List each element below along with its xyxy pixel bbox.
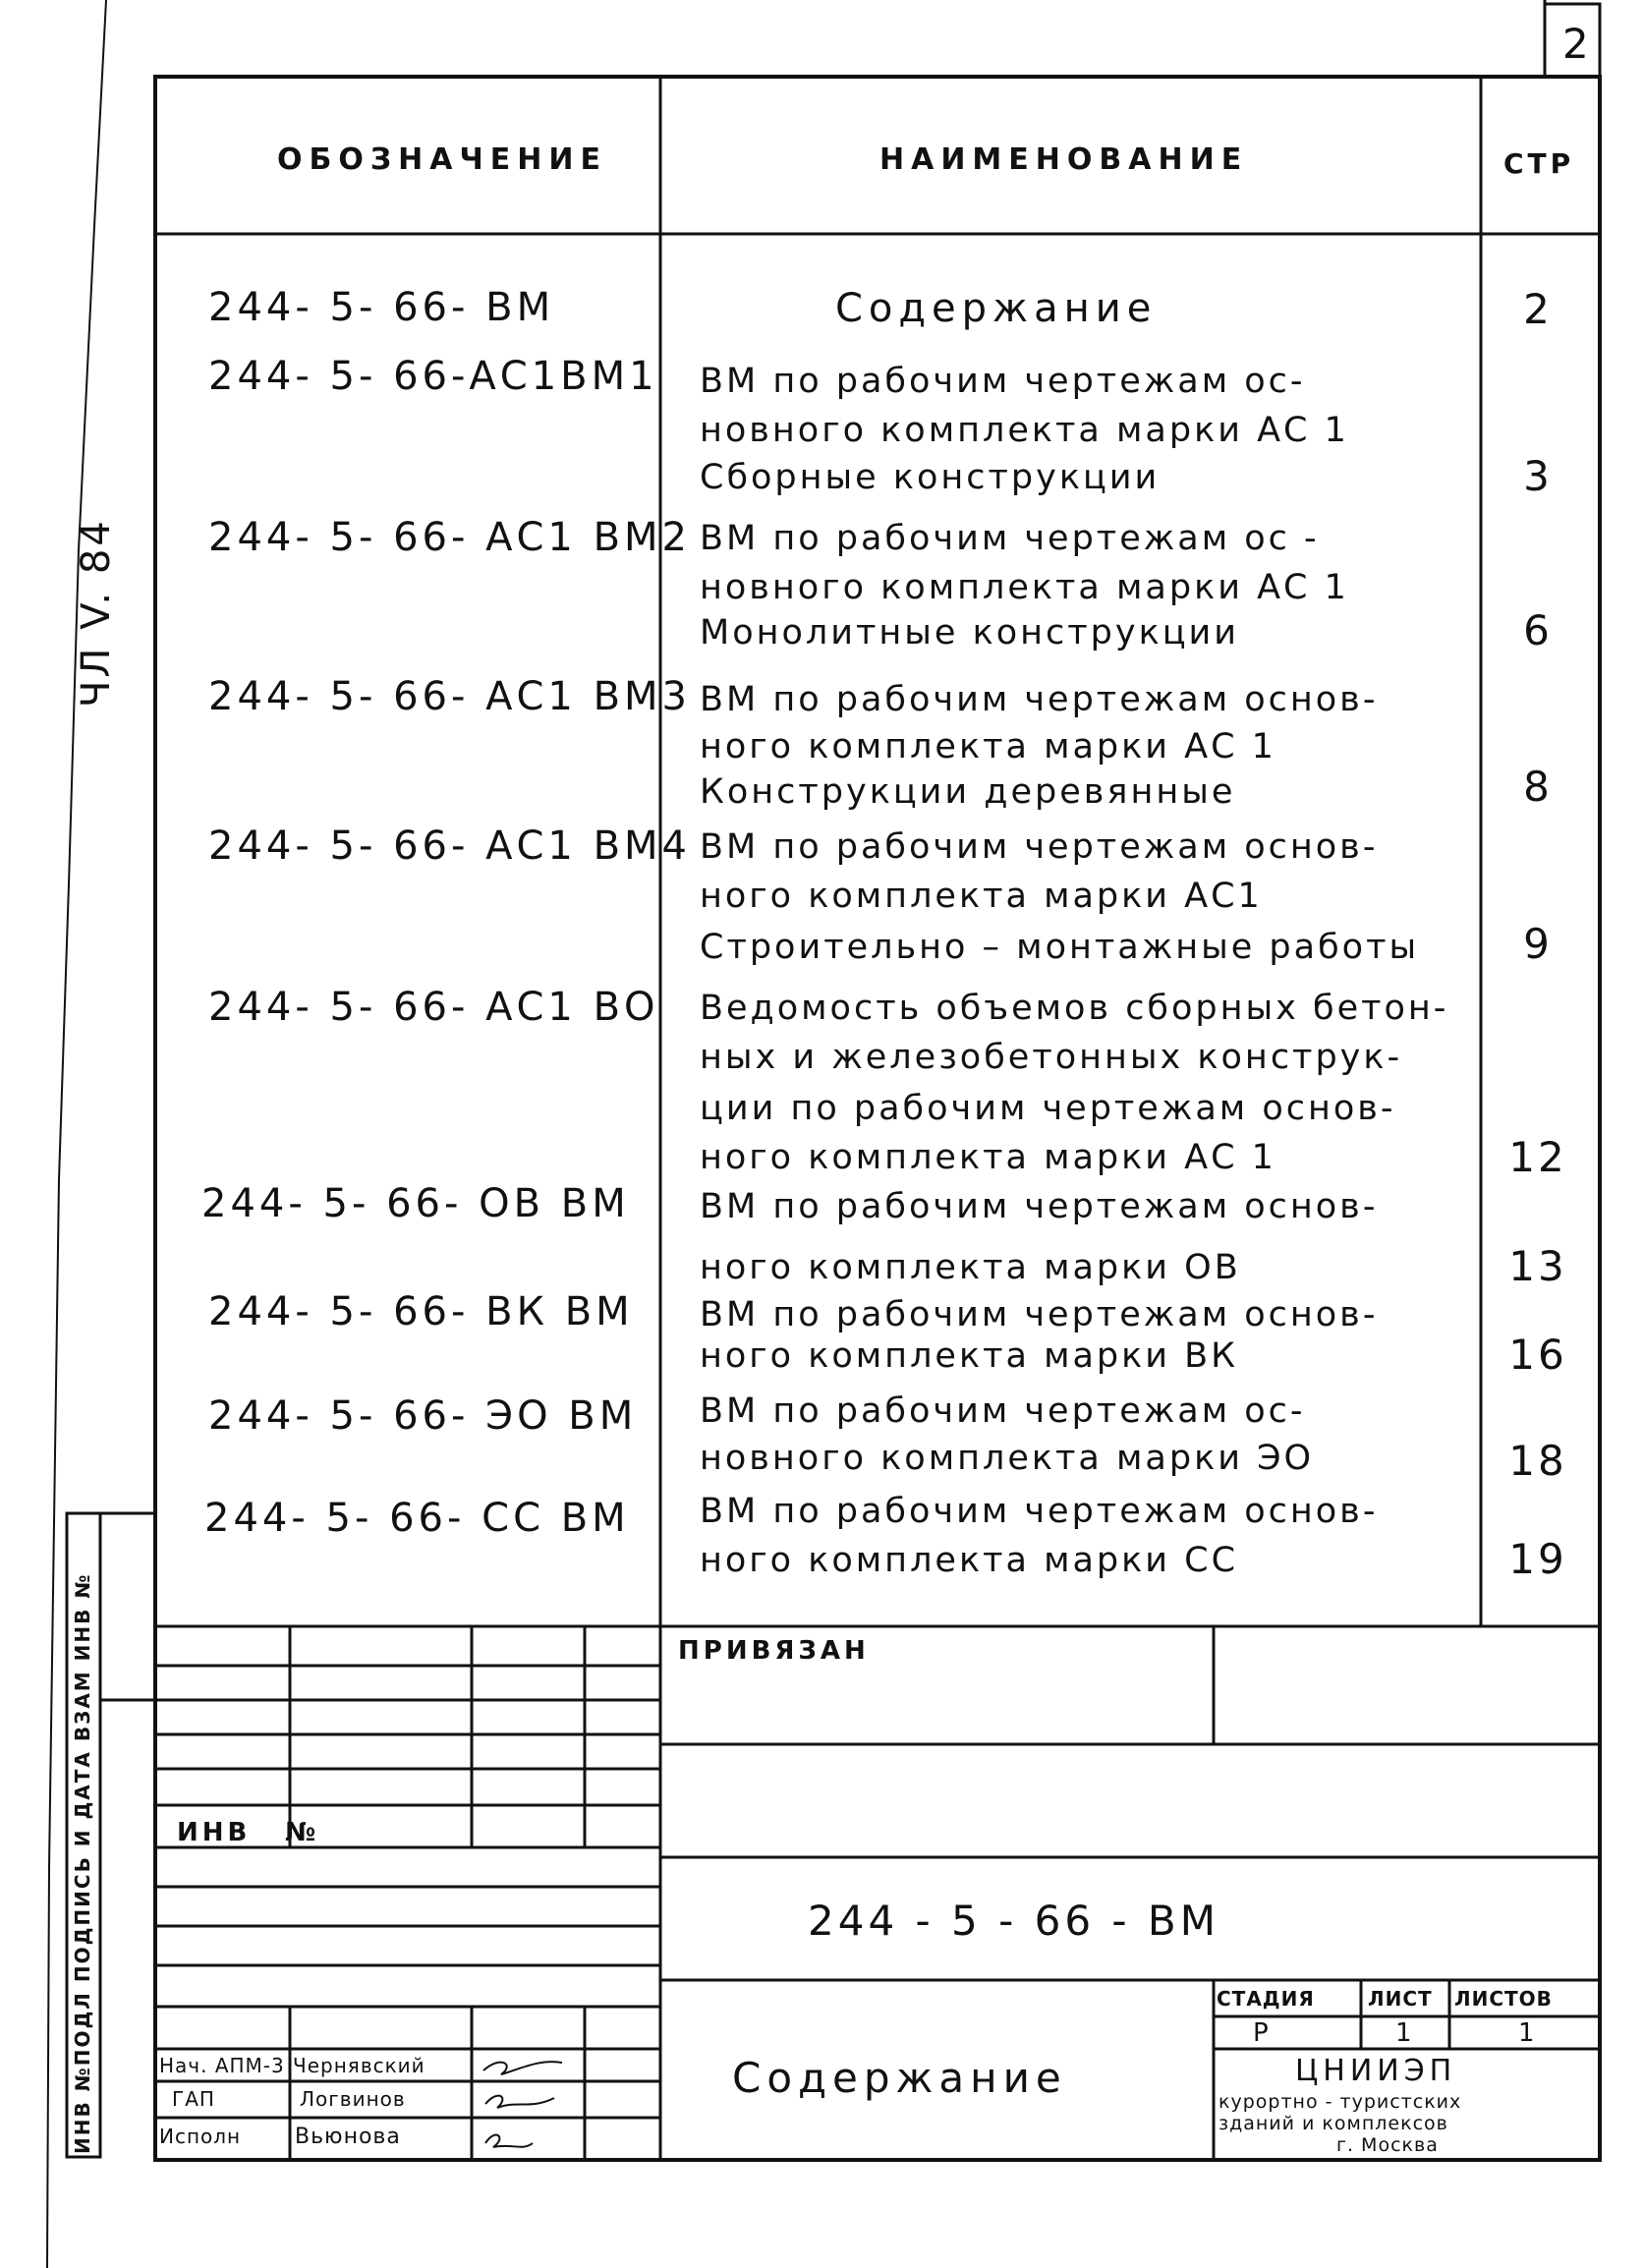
row-name-line: ВМ по рабочим чертежам основ- <box>700 1295 1379 1334</box>
number-label: № <box>285 1818 316 1847</box>
row-code: 244- 5- 66- АС1 ВМ4 <box>208 823 691 869</box>
row-page: 16 <box>1508 1331 1567 1379</box>
row-name-line: ного комплекта марки АС1 <box>700 877 1263 916</box>
row-name-line: ВМ по рабочим чертежам ос - <box>700 519 1320 558</box>
row-name-line: Содержание <box>835 286 1158 331</box>
doc-code: 244 - 5 - 66 - ВМ <box>808 1897 1219 1945</box>
sheet-label: ЛИСТ <box>1368 1987 1433 2011</box>
row-name-line: Конструкции деревянные <box>700 772 1236 812</box>
row-name-line: ного комплекта марки ВК <box>700 1336 1239 1376</box>
row-name-line: новного комплекта марки АС 1 <box>700 411 1349 450</box>
signer-name: Вьюнова <box>295 2125 401 2149</box>
row-name-line: ВМ по рабочим чертежам основ- <box>700 1492 1379 1531</box>
row-name-line: Сборные конструкции <box>700 458 1161 497</box>
signer-name: Чернявский <box>293 2054 425 2077</box>
row-page: 9 <box>1523 920 1553 968</box>
signer-role: Нач. АПМ-3 <box>159 2054 285 2077</box>
row-page: 12 <box>1508 1133 1567 1181</box>
attached-label: ПРИВЯЗАН <box>678 1636 870 1666</box>
row-code: 244- 5- 66- СС ВМ <box>204 1496 630 1541</box>
doc-title: Содержание <box>732 2054 1067 2102</box>
signer-name: Логвинов <box>300 2087 406 2111</box>
row-name-line: Строительно – монтажные работы <box>700 928 1420 967</box>
row-name-line: новного комплекта марки АС 1 <box>700 568 1349 607</box>
row-page: 18 <box>1508 1437 1567 1485</box>
row-name-line: ных и железобетонных конструк- <box>700 1038 1403 1077</box>
header-designation: ОБОЗНАЧЕНИЕ <box>277 142 607 177</box>
row-page: 3 <box>1523 452 1553 500</box>
row-code: 244- 5- 66- АС1 ВМ2 <box>208 515 691 560</box>
row-code: 244- 5- 66- ЭО ВМ <box>208 1393 638 1439</box>
stage-value: Р <box>1253 2018 1270 2048</box>
row-code: 244- 5- 66- АС1 ВО <box>208 985 659 1030</box>
row-page: 19 <box>1508 1535 1567 1583</box>
row-name-line: ВМ по рабочим чертежам ос- <box>700 362 1306 401</box>
page-number: 2 <box>1562 20 1589 68</box>
signer-role: ГАП <box>172 2087 215 2111</box>
stage-label: СТАДИЯ <box>1217 1987 1315 2011</box>
row-name-line: ного комплекта марки ОВ <box>700 1248 1241 1287</box>
row-code: 244- 5- 66- ВК ВМ <box>208 1289 634 1334</box>
row-code: 244- 5- 66-АС1ВМ1 <box>208 354 658 399</box>
row-name-line: ВМ по рабочим чертежам ос- <box>700 1391 1306 1431</box>
side-stamp: ИНВ №ПОДЛ ПОДПИСЬ И ДАТА ВЗАМ ИНВ № <box>71 1572 94 2154</box>
sheets-label: ЛИСТОВ <box>1454 1987 1553 2011</box>
row-page: 6 <box>1523 606 1553 654</box>
row-code: 244- 5- 66- ОВ ВМ <box>201 1181 630 1226</box>
header-name: НАИМЕНОВАНИЕ <box>879 142 1249 177</box>
row-name-line: ного комплекта марки АС 1 <box>700 1138 1276 1177</box>
row-name-line: новного комплекта марки ЭО <box>700 1439 1315 1478</box>
row-name-line: ного комплекта марки АС 1 <box>700 727 1276 766</box>
row-page: 2 <box>1523 285 1553 333</box>
row-page: 13 <box>1508 1242 1567 1290</box>
row-name-line: Ведомость объемов сборных бетон- <box>700 989 1449 1028</box>
row-name-line: ВМ по рабочим чертежам основ- <box>700 1187 1379 1226</box>
row-code: 244- 5- 66- АС1 ВМ3 <box>208 674 691 719</box>
org-name: ЦНИИЭП <box>1295 2054 1457 2088</box>
margin-note: ЧЛ V. 84 <box>74 518 119 708</box>
row-name-line: Монолитные конструкции <box>700 613 1240 652</box>
signature-marks <box>472 2049 585 2160</box>
row-name-line: ного комплекта марки СС <box>700 1541 1239 1580</box>
row-name-line: ВМ по рабочим чертежам основ- <box>700 827 1379 867</box>
row-code: 244- 5- 66- ВМ <box>208 285 555 330</box>
row-name-line: ВМ по рабочим чертежам основ- <box>700 680 1379 719</box>
sheets-value: 1 <box>1518 2018 1536 2048</box>
row-name-line: ции по рабочим чертежам основ- <box>700 1089 1396 1128</box>
org-line1: курортно - туристских <box>1219 2091 1462 2113</box>
org-line2: зданий и комплексов <box>1219 2113 1448 2134</box>
header-page: СТР <box>1503 147 1575 180</box>
org-line3: г. Москва <box>1336 2134 1439 2156</box>
inv-label: ИНВ <box>177 1818 252 1847</box>
signer-role: Исполн <box>159 2125 242 2148</box>
sheet-value: 1 <box>1395 2018 1413 2048</box>
row-page: 8 <box>1523 763 1553 811</box>
